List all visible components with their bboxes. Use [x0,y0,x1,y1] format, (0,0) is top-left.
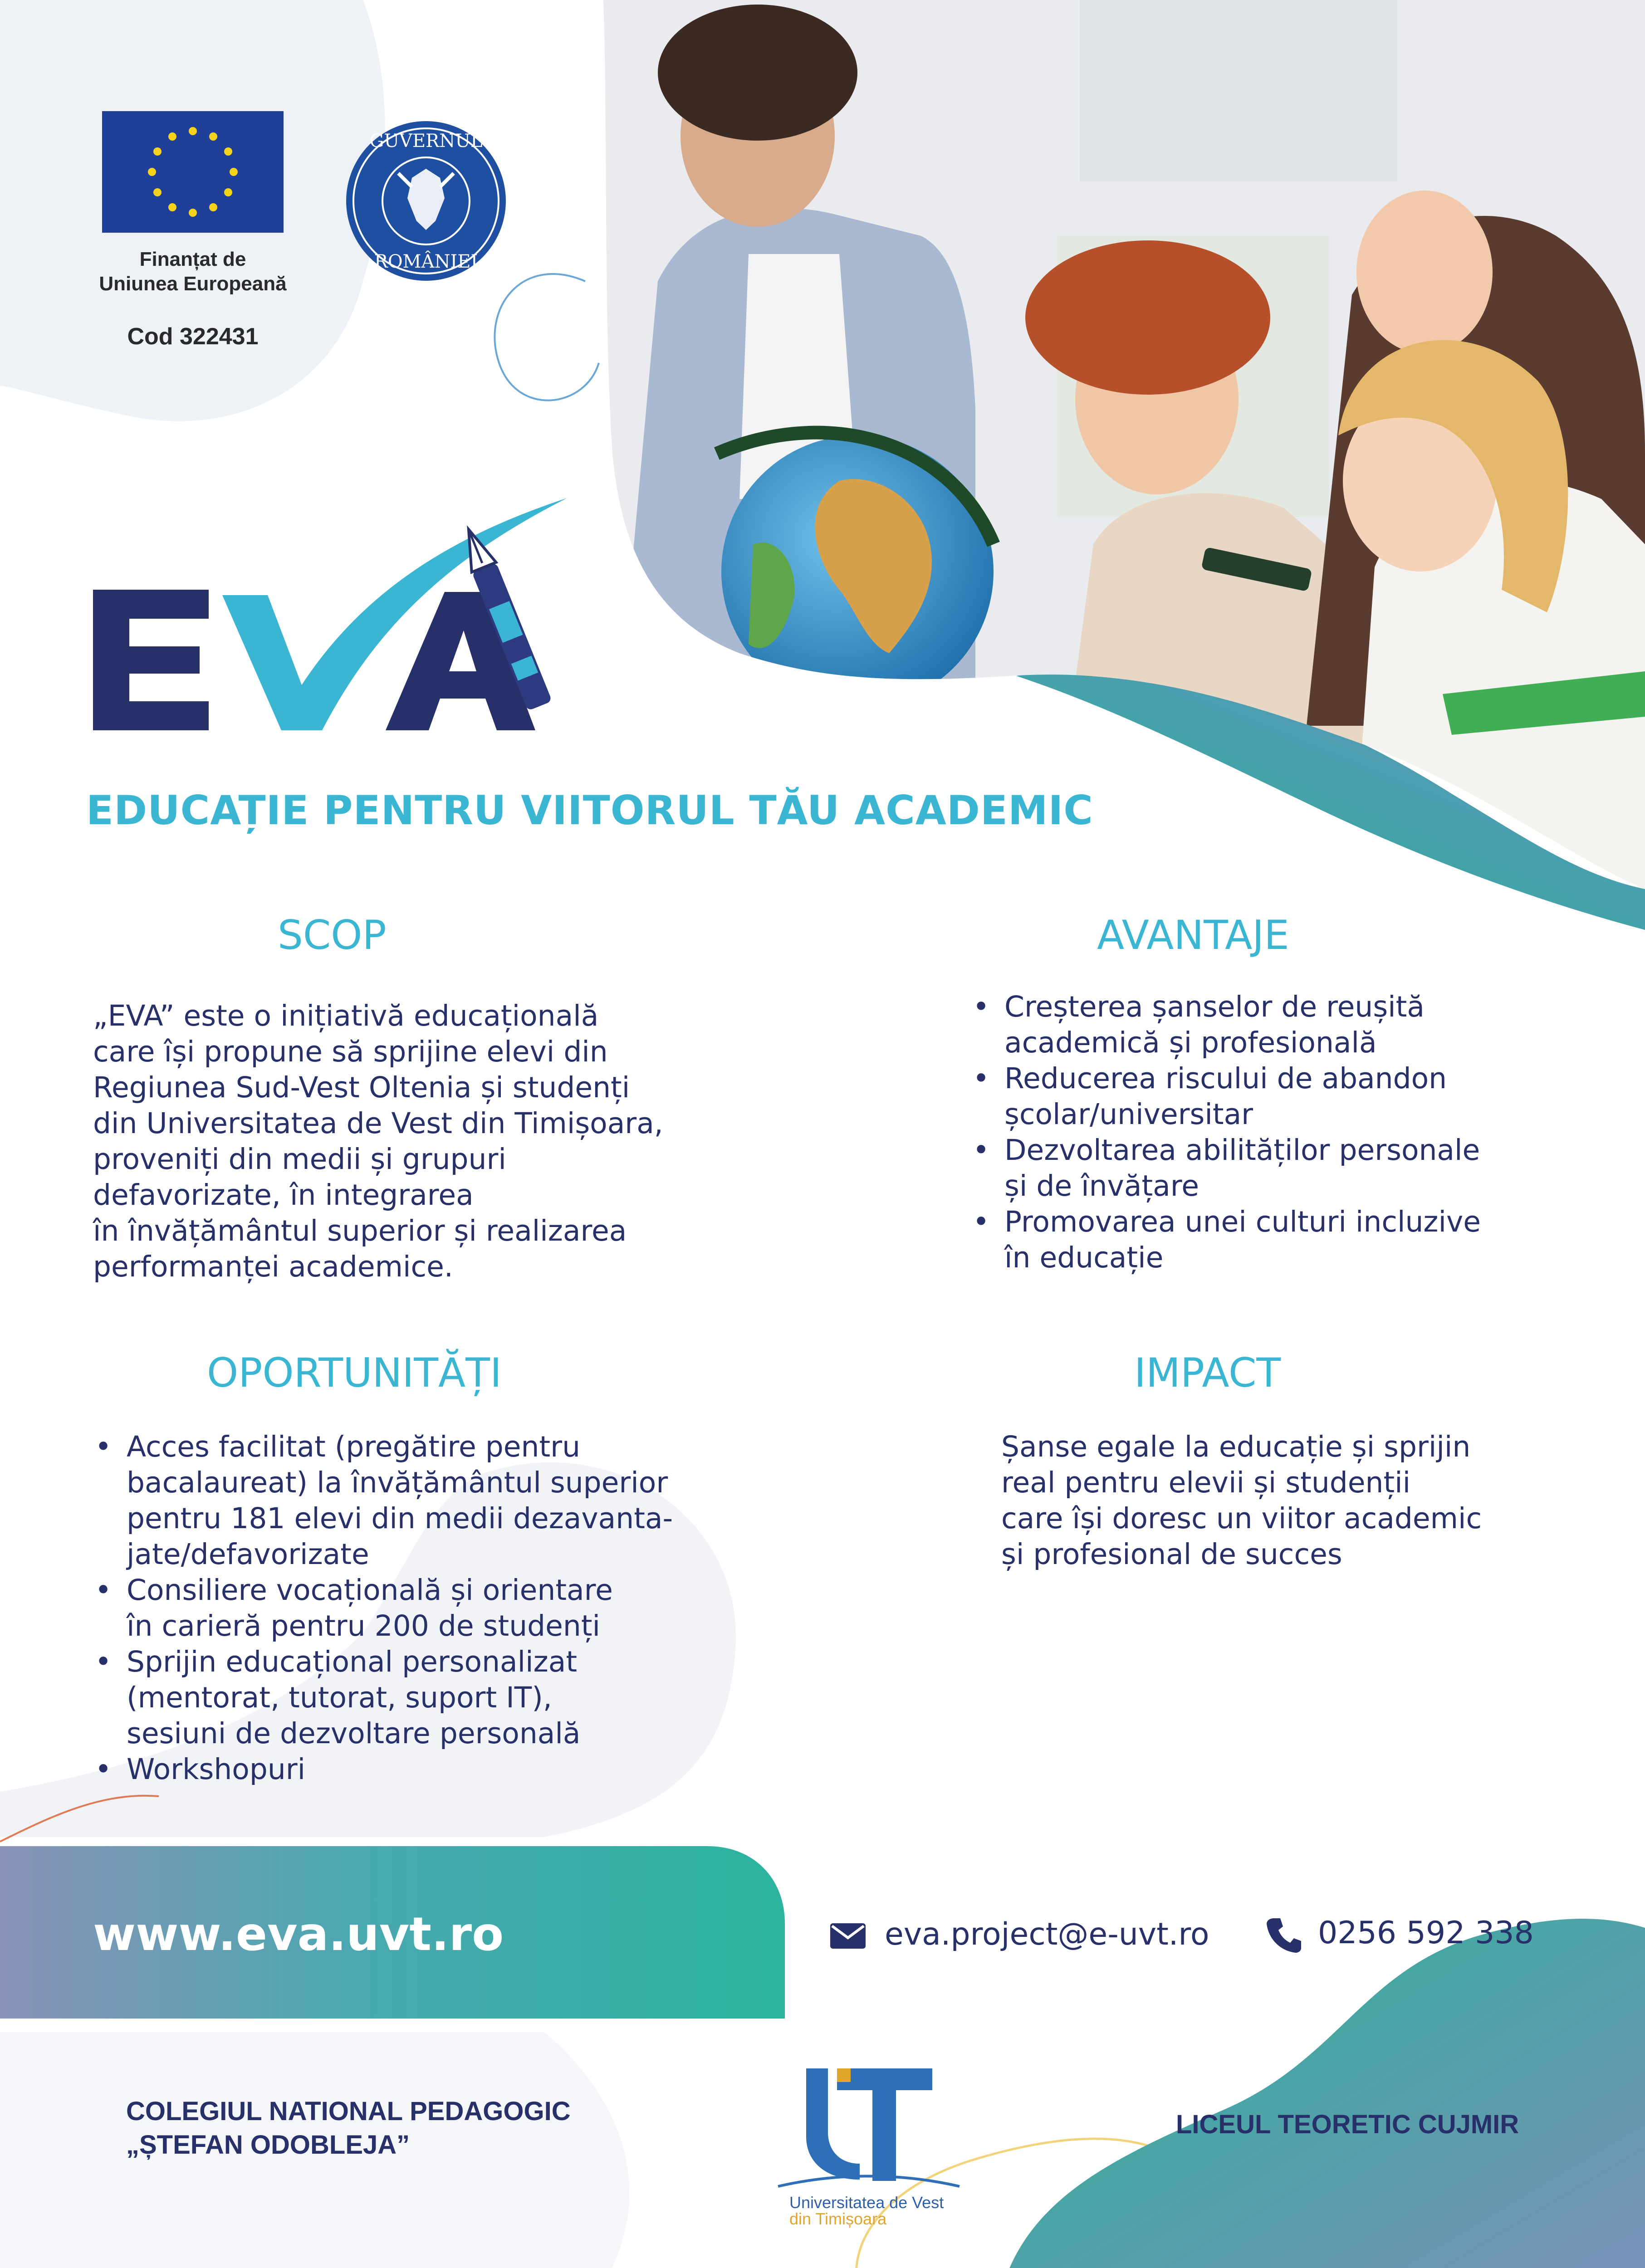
list-item: • Consiliere vocațională și orientare în carieră pentru 200 de studenți [93,1572,774,1644]
list-item: • Workshopuri [93,1751,774,1787]
eva-letter-e [93,590,209,730]
list-item: • Creșterea șanselor de reușită academică și profesională [971,989,1624,1061]
impact-text [1001,1429,1609,1572]
gov-seal-bottom-text: ROMÂNIEI [374,251,478,272]
scop-line: Regiunea Sud-Vest Oltenia și studenți [93,1071,630,1104]
university-line1: Universitatea de Vest [789,2193,944,2212]
impact-line: real pentru elevii și studenții [1001,1466,1411,1499]
school1-line1: COLEGIUL NATIONAL PEDAGOGIC [126,2097,571,2126]
section-title-impact: IMPACT [1134,1349,1281,1396]
eu-funding-text [59,247,327,296]
university-name [789,2195,944,2227]
website-link[interactable]: www.eva.uvt.ro [93,1907,504,1961]
list-item: • Sprijin educațional personalizat (mentorat, tutorat, suport IT), sesiuni de dezvoltare personală [93,1644,774,1751]
partner-school-2: LICEUL TEORETIC CUJMIR [1176,2110,1519,2139]
email-link[interactable]: eva.project@e-uvt.ro [885,1916,1209,1952]
impact-line: care își doresc un viitor academic [1001,1502,1482,1535]
school1-line2: „ȘTEFAN ODOBLEJA” [126,2130,410,2160]
scop-line: care își propune să sprijine elevi din [93,1035,608,1068]
scop-line: „EVA” este o inițiativă educațională [93,999,599,1032]
envelope-icon [829,1922,867,1950]
scop-text [93,998,728,1285]
university-line2: din Timișoara [789,2209,887,2228]
scop-line: defavorizate, în integrarea [93,1178,474,1212]
section-title-oportunitati: OPORTUNITĂȚI [207,1349,502,1396]
eu-funding-line2: Uniunea Europeană [99,273,287,295]
scop-line: din Universitatea de Vest din Timișoara, [93,1107,663,1140]
project-code: Cod 322431 [127,323,259,350]
list-item: • Dezvoltarea abilităților personale și de învățare [971,1132,1624,1204]
list-item: • Acces facilitat (pregătire pentru bacalaureat) la învățământul superior pentru 181 elevi din medii dezavanta- jate/defavorizate [93,1429,774,1572]
partner-school-1 [126,2095,571,2162]
eu-flag-icon [102,111,284,233]
phone-icon [1266,1916,1303,1954]
list-item: • Promovarea unei culturi incluzive în educație [971,1204,1624,1276]
impact-line: și profesional de succes [1001,1538,1342,1571]
section-title-avantaje: AVANTAJE [1097,912,1289,958]
uvt-logo-icon [774,2055,964,2191]
avantaje-list [971,989,1624,1276]
list-item: • Reducerea riscului de abandon școlar/universitar [971,1061,1624,1132]
students-globe-photo [603,0,1645,889]
government-seal-icon [344,119,508,283]
scop-line: în învățământul superior și realizarea [93,1214,627,1247]
gov-seal-top-text: GUVERNUL [369,131,483,152]
oportunitati-list [93,1429,774,1787]
tagline: EDUCAȚIE PENTRU VIITORUL TĂU ACADEMIC [86,787,1093,834]
eva-logo [86,490,599,753]
impact-line: Șanse egale la educație și sprijin [1001,1430,1471,1463]
scop-line: performanței academice. [93,1250,453,1283]
eu-funding-line1: Finanțat de [139,248,246,270]
section-title-scop: SCOP [278,912,387,958]
scop-line: proveniți din medii și grupuri [93,1143,506,1176]
phone-number[interactable]: 0256 592 338 [1318,1915,1534,1951]
